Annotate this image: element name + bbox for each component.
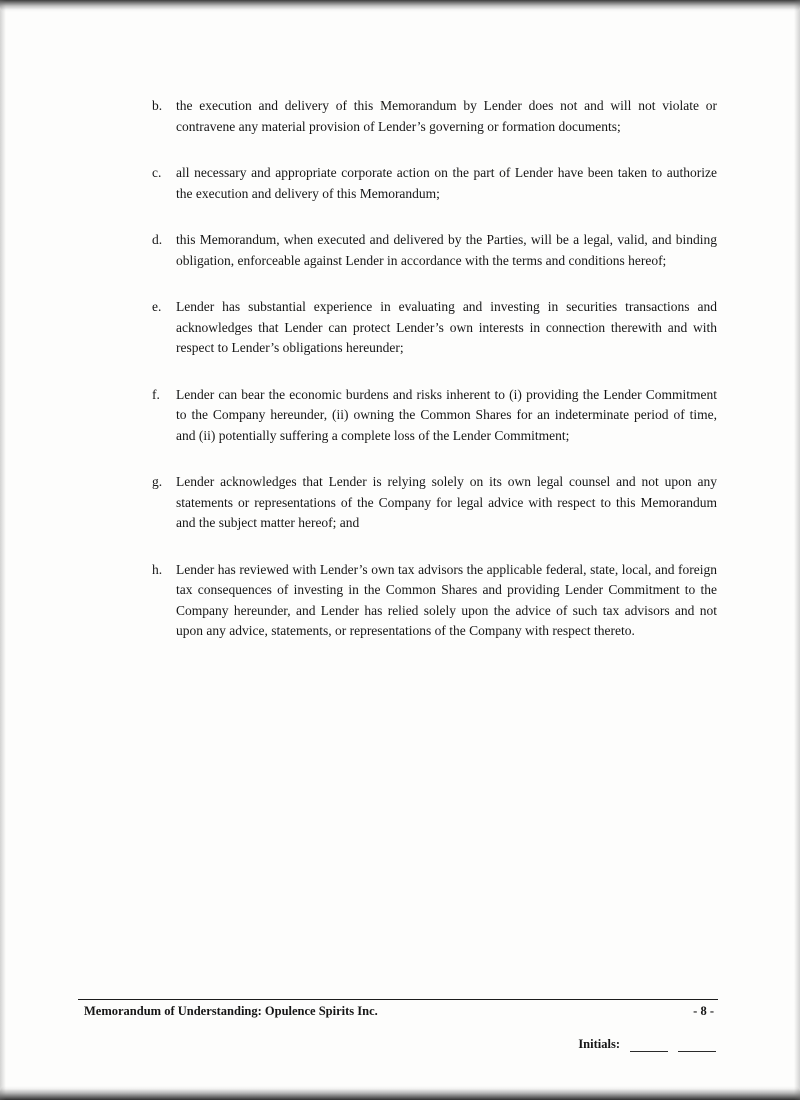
item-text: Lender can bear the economic burdens and risks inherent to (i) providing the Lender Commitment to the Company hereunder, (ii) owning the Common Shares for an indeterminate period of time, and (ii) potentially suffering a complete loss of the Lender Commitment;: [176, 386, 717, 443]
item-letter: d.: [152, 232, 163, 247]
initials-label: Initials:: [578, 1037, 620, 1051]
item-letter: g.: [152, 474, 163, 489]
clause-list: [152, 96, 717, 668]
list-item: [152, 385, 717, 447]
list-item: [152, 560, 717, 642]
list-item: [152, 96, 717, 137]
item-text: the execution and delivery of this Memorandum by Lender does not and will not violate or contravene any material provision of Lender’s governing or formation documents;: [176, 98, 717, 134]
item-letter: h.: [152, 561, 163, 577]
footer-divider: [78, 999, 718, 1000]
item-letter: f.: [152, 386, 160, 402]
initials-line-1: [630, 1038, 668, 1052]
initials-row: [78, 1037, 718, 1052]
item-letter: b.: [152, 98, 163, 113]
item-text: all necessary and appropriate corporate action on the part of Lender have been taken to authorize the execution and delivery of this Memorandum;: [176, 165, 717, 201]
list-item: [152, 163, 717, 204]
page-number: - 8 -: [693, 1004, 714, 1018]
scan-edge-bottom: [0, 1086, 800, 1100]
list-item: [152, 230, 717, 271]
footer-row: [78, 1002, 718, 1019]
item-text: Lender has reviewed with Lender’s own tax advisors the applicable federal, state, local, and foreign tax consequences of investing in the Common Shares and providing Lender Commitment to the Company hereunder, and Lender has relied solely upon the advice of such tax advisors and not upon any advice, statements, or representations of the Company with respect thereto.: [176, 561, 717, 638]
item-text: Lender acknowledges that Lender is relying solely on its own legal counsel and not upon any statements or representations of the Company for legal advice with respect to this Memorandum and the subject matter hereof; and: [176, 474, 717, 530]
scan-edge-top: [0, 0, 800, 12]
item-letter: e.: [152, 299, 162, 314]
scan-edge-left: [0, 0, 6, 1100]
list-item: [152, 297, 717, 359]
item-text: this Memorandum, when executed and delivered by the Parties, will be a legal, valid, and binding obligation, enforceable against Lender in accordance with the terms and conditions hereof;: [176, 232, 717, 268]
item-letter: c.: [152, 165, 162, 180]
list-item: [152, 472, 717, 534]
item-text: Lender has substantial experience in evaluating and investing in securities transactions and acknowledges that Lender can protect Lender’s own interests in connection therewith and with respect to Lender’s obligations hereunder;: [176, 299, 717, 355]
initials-line-2: [678, 1038, 716, 1052]
page-footer: [78, 999, 718, 1052]
footer-title: Memorandum of Understanding: Opulence Spirits Inc.: [84, 1004, 378, 1018]
scan-edge-right: [794, 0, 800, 1100]
